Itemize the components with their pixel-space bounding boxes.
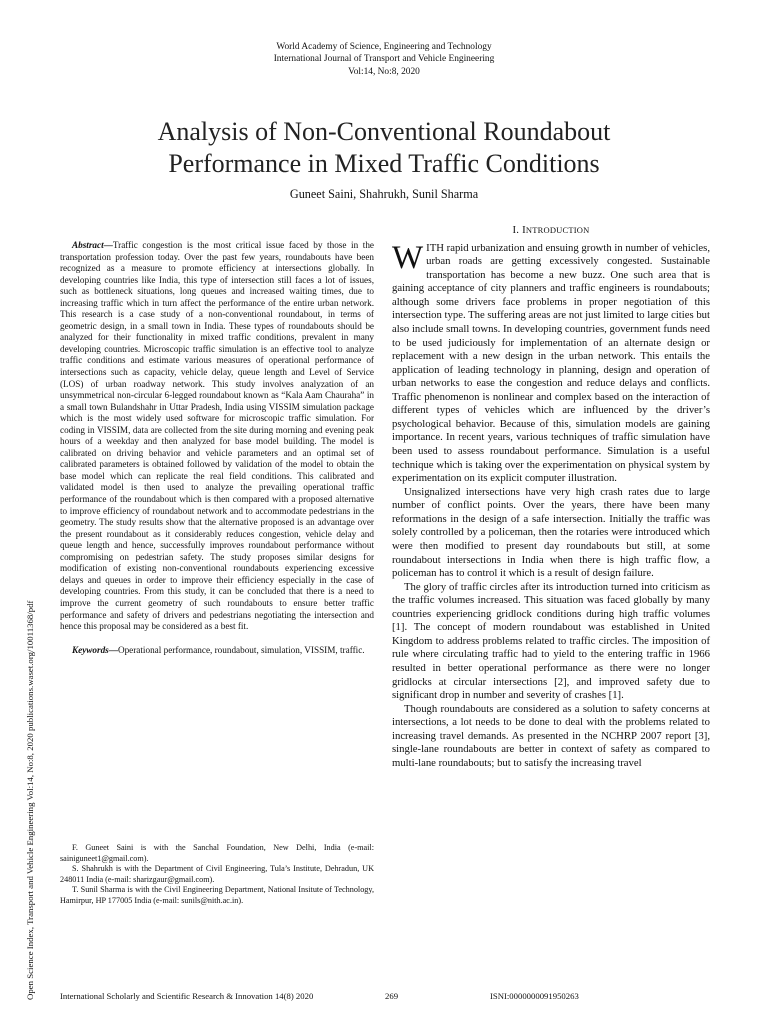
header-journal: International Journal of Transport and Vehicle Engineering bbox=[273, 54, 495, 65]
title-line-1: Analysis of Non-Conventional Roundabout bbox=[157, 117, 611, 146]
title-line-2: Performance in Mixed Traffic Conditions bbox=[168, 149, 600, 178]
left-column bbox=[60, 240, 374, 656]
keywords-label: Keywords bbox=[72, 644, 109, 655]
header-academy: World Academy of Science, Engineering and Technology bbox=[276, 42, 492, 52]
header-volume: Vol:14, No:8, 2020 bbox=[348, 66, 420, 77]
intro-paragraph-1 bbox=[392, 239, 710, 486]
footer-isni: ISNI:0000000091950263 bbox=[490, 991, 579, 1001]
abstract-text: Traffic congestion is the most critical issue faced by those in the transportation profession today. Over the past few years, roundabouts have been recognized as a measure to promote efficiency at intersections globally. In developing countries like India, this type of intersection still faces a lot of issues, such as bottleneck situations, long queues and increased waiting times, due to increasing traffic which in turn affect the performance of the entire urban network. This research is a case study of a non-conventional roundabout, in terms of geometric design, in a small town in India. These types of roundabouts should be analyzed for their functionality in mixed traffic conditions, prevalent in many developing countries. Microscopic traffic simulation is an effective tool to analyze traffic conditions and estimate various measures of operational performance of intersections such as capacity, vehicle delay, queue length and Level of Service (LOS) of urban roadway network. This study involves analyzation of an unsymmetrical non-circular 6-legged roundabout known as “Kala Aam Chauraha” in a small town Bulandshahr in Uttar Pradesh, India using VISSIM simulation package which is the most widely used software for microscopic traffic simulation. For coding in VISSIM, data are collected from the site during morning and evening peak hours of a weekday and then analyzed for base model building. The model is calibrated on driving behavior and vehicle parameters and an optimal set of calibrated parameters is obtained followed by validation of the model to obtain the base model which can replicate the real field conditions. This calibrated and validated model is then used to analyze the prevailing operational traffic performance of the roundabout which is then compared with a proposed alternative to improve efficiency of roundabout network and to accommodate pedestrians in the geometry. The study results show that the alternative proposed is an advantage over the present roundabout as it considerably reduces congestion, vehicle delay and queue length and hence, successfully improves roundabout performance without compromising on pedestrian safety. The study proposes similar designs for modification of existing non-conventional roundabouts experiencing excessive delays and queues in order to improve their efficiency especially in the case of developing countries. From this study, it can be concluded that there is a need to improve the current geometry of such roundabouts to ensure better traffic performance and safety of drivers and pedestrians negotiating the intersection and hence this proposal may be considered as a best fit. bbox=[60, 240, 374, 632]
footer-publisher: International Scholarly and Scientific Research & Innovation 14(8) 2020 bbox=[60, 991, 314, 1001]
journal-header bbox=[0, 41, 768, 78]
abstract-dash: — bbox=[103, 240, 113, 250]
section-numeral: I. I bbox=[512, 224, 526, 236]
section-heading-introduction bbox=[392, 224, 710, 238]
keywords-dash: — bbox=[108, 644, 118, 655]
abstract-label: Abstract bbox=[72, 240, 104, 250]
author-footnotes bbox=[60, 843, 374, 906]
intro-paragraph-3: The glory of traffic circles after its introduction turned into criticism as the traffic volumes increased. This situation was faced globally by many countries experiencing gridlock conditions during high traffic volumes [1]. The concept of modern roundabout was established in United Kingdom to address problems related to traffic circles. The imposition of rule where circulating traffic had to yield to the entering traffic in 1966 resulted in better operational performance as there were no longer gridlocks at circular intersections [2], and improved safety due to significant drop in number and severity of crashes [1]. bbox=[392, 580, 710, 702]
side-watermark-text: Open Science Index, Transport and Vehicle Engineering Vol:14, No:8, 2020 publications.waset.org/10011368/pdf bbox=[25, 600, 35, 1000]
footnote: S. Shahrukh is with the Department of Civil Engineering, Tula’s Institute, Dehradun, UK 248011 India (e-mail: sharizgaur@gmail.com). bbox=[60, 864, 374, 884]
page-number: 269 bbox=[385, 991, 399, 1001]
paper-title bbox=[60, 116, 708, 180]
intro-paragraph-4: Though roundabouts are considered as a solution to safety concerns at intersections, a lot needs to be done to deal with the problems related to increasing travel demands. As presented in the NCHRP 2007 report [3], single-lane roundabouts are better in context of safety as compared to multi-lane roundabouts; but to satisfy the increasing travel bbox=[392, 702, 710, 769]
footnote: T. Sunil Sharma is with the Civil Engineering Department, National Insitute of Technology, Hamirpur, HP 177005 India (e-mail: sunils@nith.ac.in). bbox=[60, 885, 374, 905]
keywords-text: Operational performance, roundabout, simulation, VISSIM, traffic. bbox=[117, 644, 365, 655]
right-column bbox=[392, 224, 710, 771]
footnote: F. Guneet Saini is with the Sanchal Foundation, New Delhi, India (e-mail: sainiguneet1@gmail.com). bbox=[60, 843, 374, 863]
intro-paragraph-1-text: ITH rapid urbanization and ensuing growth in number of vehicles, urban roads are getting excessively congested. Sustainable transportation has become a new buzz. One such area that is gaining acceptance of city planners and traffic engineers is roundabouts; although some drivers face problems in proper negotiation of this intersection type. The suffering areas are not just limited to large cities but also include small towns. In developing countries, government funds need to be used judiciously for implementation of an alternate design or replacement with a new design in the urban network. This entails the application of leading technology in planning, design and operation of urban networks to ease the congestion and reduce delays and conflicts. Traffic phenomenon is nonlinear and complex based on the interaction of different types of vehicles which are influenced by the driver’s psychological behavior. Because of this, simulation models are gaining importance. In recent years, various techniques of traffic simulation have been used to assess roundabout performance. Simulation is a useful technique which is taking over the experimentation on physical system by experimentation on its explicit computer illustration. bbox=[392, 241, 710, 485]
intro-paragraph-2: Unsignalized intersections have very high crash rates due to large number of conflict points. Over the years, there have been many reformations in the design of a safe intersection. Initially the traffic was solely controlled by a policeman, then the rotaries were introduced which were then modified to present day roundabouts but still, at some roundabout intersections in India when there is high traffic flow, a policeman has to control it which is a result of design failure. bbox=[392, 485, 710, 580]
author-list: Guneet Saini, Shahrukh, Sunil Sharma bbox=[289, 187, 479, 201]
section-title-smallcaps: NTRODUCTION bbox=[525, 225, 590, 235]
keywords bbox=[60, 645, 374, 657]
drop-cap: W bbox=[392, 239, 424, 276]
abstract bbox=[60, 240, 374, 633]
